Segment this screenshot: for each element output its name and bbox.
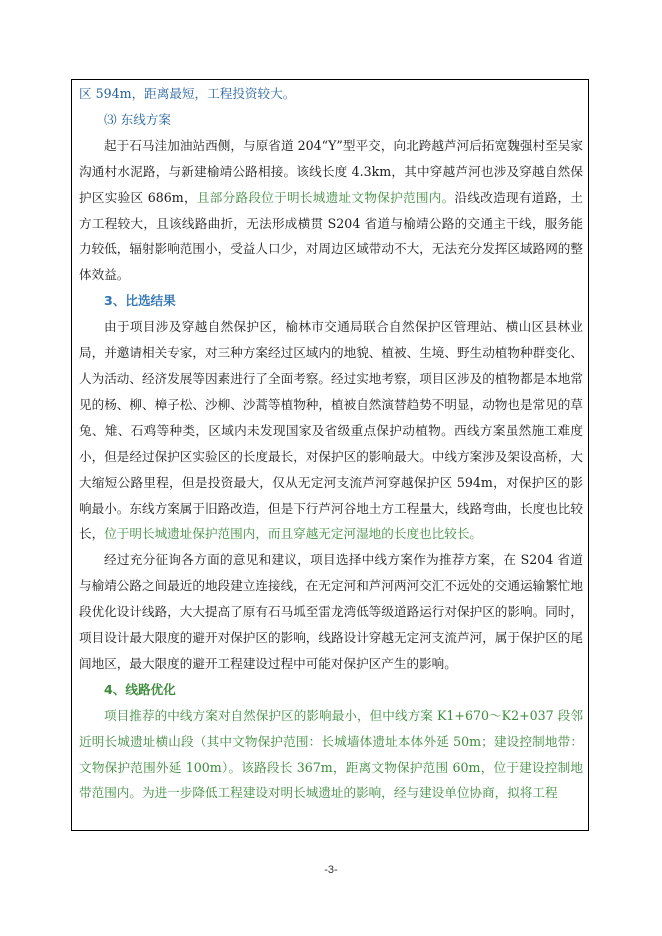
section-4-title: 4、线路优化 (104, 681, 176, 697)
section-3-title: 3、比选结果 (104, 293, 176, 309)
east-route-heading: ⑶ 东线方案 (104, 111, 171, 127)
continued-line: 区 594m，距离最短，工程投资较大。 (79, 86, 296, 101)
page-number: -3- (324, 864, 338, 876)
document-body (79, 81, 583, 806)
comparison-paragraph-1: 由于项目涉及穿越自然保护区，榆林市交通局联合自然保护区管理站、横山区县林业局，并邀请相关专家，对三种方案经过区域内的地貌、植被、生境、野生动植物种群变化、人为活动、经济发展等因素进行了全面考察。经过实地考察，项目区涉及的植物都是本地常见的杨、柳、樟子松、沙柳、沙蒿等植物种，植被自然演替趋势不明显，动物也是常见的草兔、雉、石鸡等种类，区域内未发现国家及省级重点保护动植物。西线方案虽然施工难度小，但是经过保护区实验区的长度最长，对保护区的影响最大。中线方案涉及架设高桥，大大缩短公路里程，但是投资最大，仅从无定河支流芦河穿越保护区 594m，对保护区的影响最小。东线方案属于旧路改造，但是下行芦河谷地土方工程量大，线路弯曲，长度也比较长，位于明长城遗址保护范围内，而且穿越无定河湿地的长度也比较长。 (79, 319, 583, 542)
optimization-paragraph: 项目推荐的中线方案对自然保护区的影响最小，但中线方案 K1+670～K2+037 段邻近明长城遗址横山段（其中文物保护范围：长城墙体遗址本体外延 50m；建设控制地带：文物保护范围外延 100m）。该路段长 367m，距离文物保护范围 60m，位于建设控制地带范围内。为进一步降低工程建设对明长城遗址的影响，经与建设单位协商，拟将工程 (79, 707, 583, 801)
comparison-paragraph-2: 经过充分征询各方面的意见和建议，项目选择中线方案作为推荐方案，在 S204 省道与榆靖公路之间最近的地段建立连接线，在无定河和芦河两河交汇不远处的交通运输繁忙地段优化设计线路，大大提高了原有石马坬至雷龙湾低等级道路运行对保护区的影响。同时，项目设计最大限度的避开对保护区的影响，线路设计穿越无定河支流芦河，属于保护区的尾闾地区，最大限度的避开工程建设过程中可能对保护区产生的影响。 (79, 552, 583, 671)
east-route-paragraph: 起于石马洼加油站西侧，与原省道 204“Y”型平交，向北跨越芦河后拓宽魏强村至吴家沟通村水泥路，与新建榆靖公路相接。该线长度 4.3km，其中穿越芦河也涉及穿越自然保护区实验区 686m，且部分路段位于明长城遗址文物保护范围内。沿线改造现有道路，土方工程较大，且该线路曲折，无法形成横贯 S204 省道与榆靖公路的交通主干线，服务能力较低，辐射影响范围小，受益人口少，对周边区域带动不大，无法充分发挥区域路网的整体效益。 (79, 137, 584, 283)
